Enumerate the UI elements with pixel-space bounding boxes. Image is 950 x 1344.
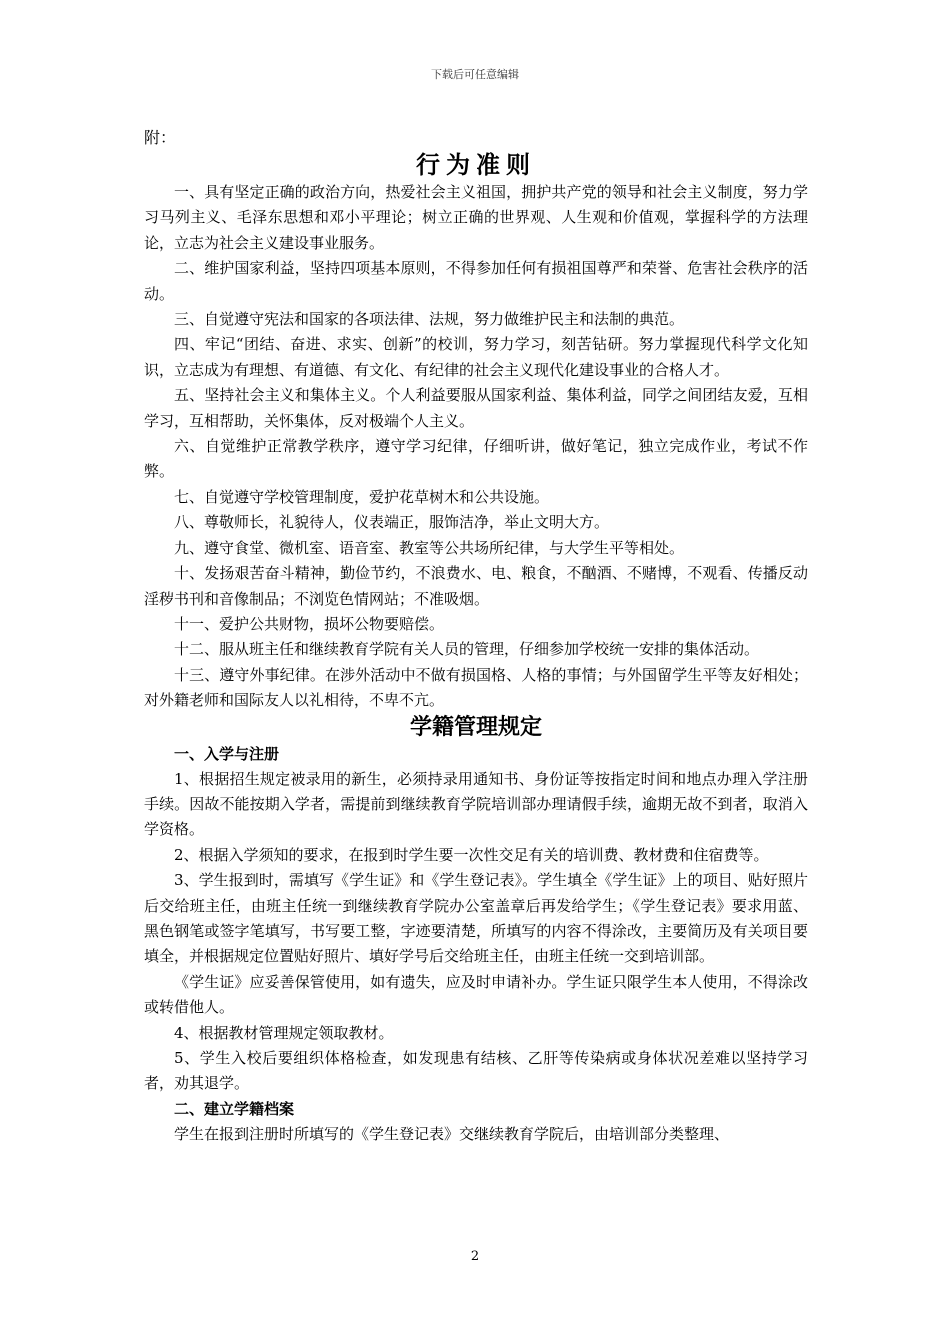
conduct-paragraph: 九、遵守食堂、微机室、语音室、教室等公共场所纪律，与大学生平等相处。 [174, 538, 685, 557]
section-heading: 二、建立学籍档案 [174, 1099, 295, 1118]
conduct-paragraph: 七、自觉遵守学校管理制度，爱护花草树木和公共设施。 [174, 487, 550, 506]
conduct-paragraph: 八、尊敬师长，礼貌待人，仪表端正，服饰洁净，举止文明大方。 [174, 513, 610, 532]
rule-paragraph: 学生在报到注册时所填写的《学生登记表》交继续教育学院后，由培训部分类整理、 [174, 1124, 730, 1143]
conduct-paragraph: 六、自觉维护正常教学秩序，遵守学习纪律，仔细听讲，做好笔记，独立完成作业，考试不作弊。 [144, 437, 808, 481]
attachment-label: 附： [144, 128, 177, 147]
page-header: 下载后可任意编辑 [431, 68, 519, 81]
code-of-conduct-title: 行为准则 [416, 151, 536, 179]
rule-paragraph: 1、根据招生规定被录用的新生，必须持录用通知书、身份证等按指定时间和地点办理入学注册手续。因故不能按期入学者，需提前到继续教育学院培训部办理请假手续，逾期无故不到者，取消入学资格。 [144, 769, 808, 839]
conduct-paragraph: 一、具有坚定正确的政治方向，热爱社会主义祖国，拥护共产党的领导和社会主义制度，努力学习马列主义、毛泽东思想和邓小平理论；树立正确的世界观、人生观和价值观，掌握科学的方法理论，立志为社会主义建设事业服务。 [144, 183, 808, 252]
rule-paragraph: 2、根据入学须知的要求，在报到时学生要一次性交足有关的培训费、教材费和住宿费等。 [174, 845, 769, 864]
rule-paragraph: 《学生证》应妥善保管使用，如有遗失，应及时申请补办。学生证只限学生本人使用，不得涂改或转借他人。 [144, 972, 808, 1017]
conduct-paragraph: 四、牢记“团结、奋进、求实、创新”的校训，努力学习，刻苦钻研。努力掌握现代科学文化知识，立志成为有理想、有道德、有文化、有纪律的社会主义现代化建设事业的合格人才。 [144, 335, 808, 379]
conduct-paragraph: 三、自觉遵守宪法和国家的各项法律、法规，努力做维护民主和法制的典范。 [174, 310, 685, 329]
rule-paragraph: 4、根据教材管理规定领取教材。 [174, 1023, 394, 1042]
conduct-paragraph: 十、发扬艰苦奋斗精神，勤俭节约，不浪费水、电、粮食，不酗酒、不赌博，不观看、传播反动淫秽书刊和音像制品；不浏览色情网站；不准吸烟。 [144, 564, 808, 608]
page-number: 2 [470, 1249, 480, 1264]
conduct-paragraph: 十一、爱护公共财物，损坏公物要赔偿。 [174, 614, 445, 633]
document-body [144, 126, 808, 1147]
conduct-paragraph: 二、维护国家利益，坚持四项基本原则，不得参加任何有损祖国尊严和荣誉、危害社会秩序的活动。 [144, 259, 808, 303]
rule-paragraph: 5、学生入校后要组织体格检查，如发现患有结核、乙肝等传染病或身体状况差难以坚持学习者，劝其退学。 [144, 1049, 808, 1093]
section-heading: 一、入学与注册 [174, 744, 280, 763]
rule-paragraph: 3、学生报到时，需填写《学生证》和《学生登记表》。学生填全《学生证》上的项目、贴好照片后交给班主任，由班主任统一到继续教育学院办公室盖章后再发给学生；《学生登记表》要求用蓝、黑色钢笔或签字笔填写，书写要工整，字迹要清楚，所填写的内容不得涂改，主要简历及有关项目要填全，并根据规定位置贴好照片、填好学号后交给班主任，由班主任统一交到培训部。 [144, 871, 808, 966]
enrollment-rules-title: 学籍管理规定 [409, 714, 542, 740]
conduct-paragraph: 五、坚持社会主义和集体主义。个人利益要服从国家利益、集体利益，同学之间团结友爱，互相学习，互相帮助，关怀集体，反对极端个人主义。 [144, 386, 808, 430]
conduct-paragraph: 十二、服从班主任和继续教育学院有关人员的管理，仔细参加学校统一安排的集体活动。 [174, 640, 760, 659]
conduct-paragraph: 十三、遵守外事纪律。在涉外活动中不做有损国格、人格的事情；与外国留学生平等友好相处；对外籍老师和国际友人以礼相待，不卑不亢。 [144, 665, 808, 710]
